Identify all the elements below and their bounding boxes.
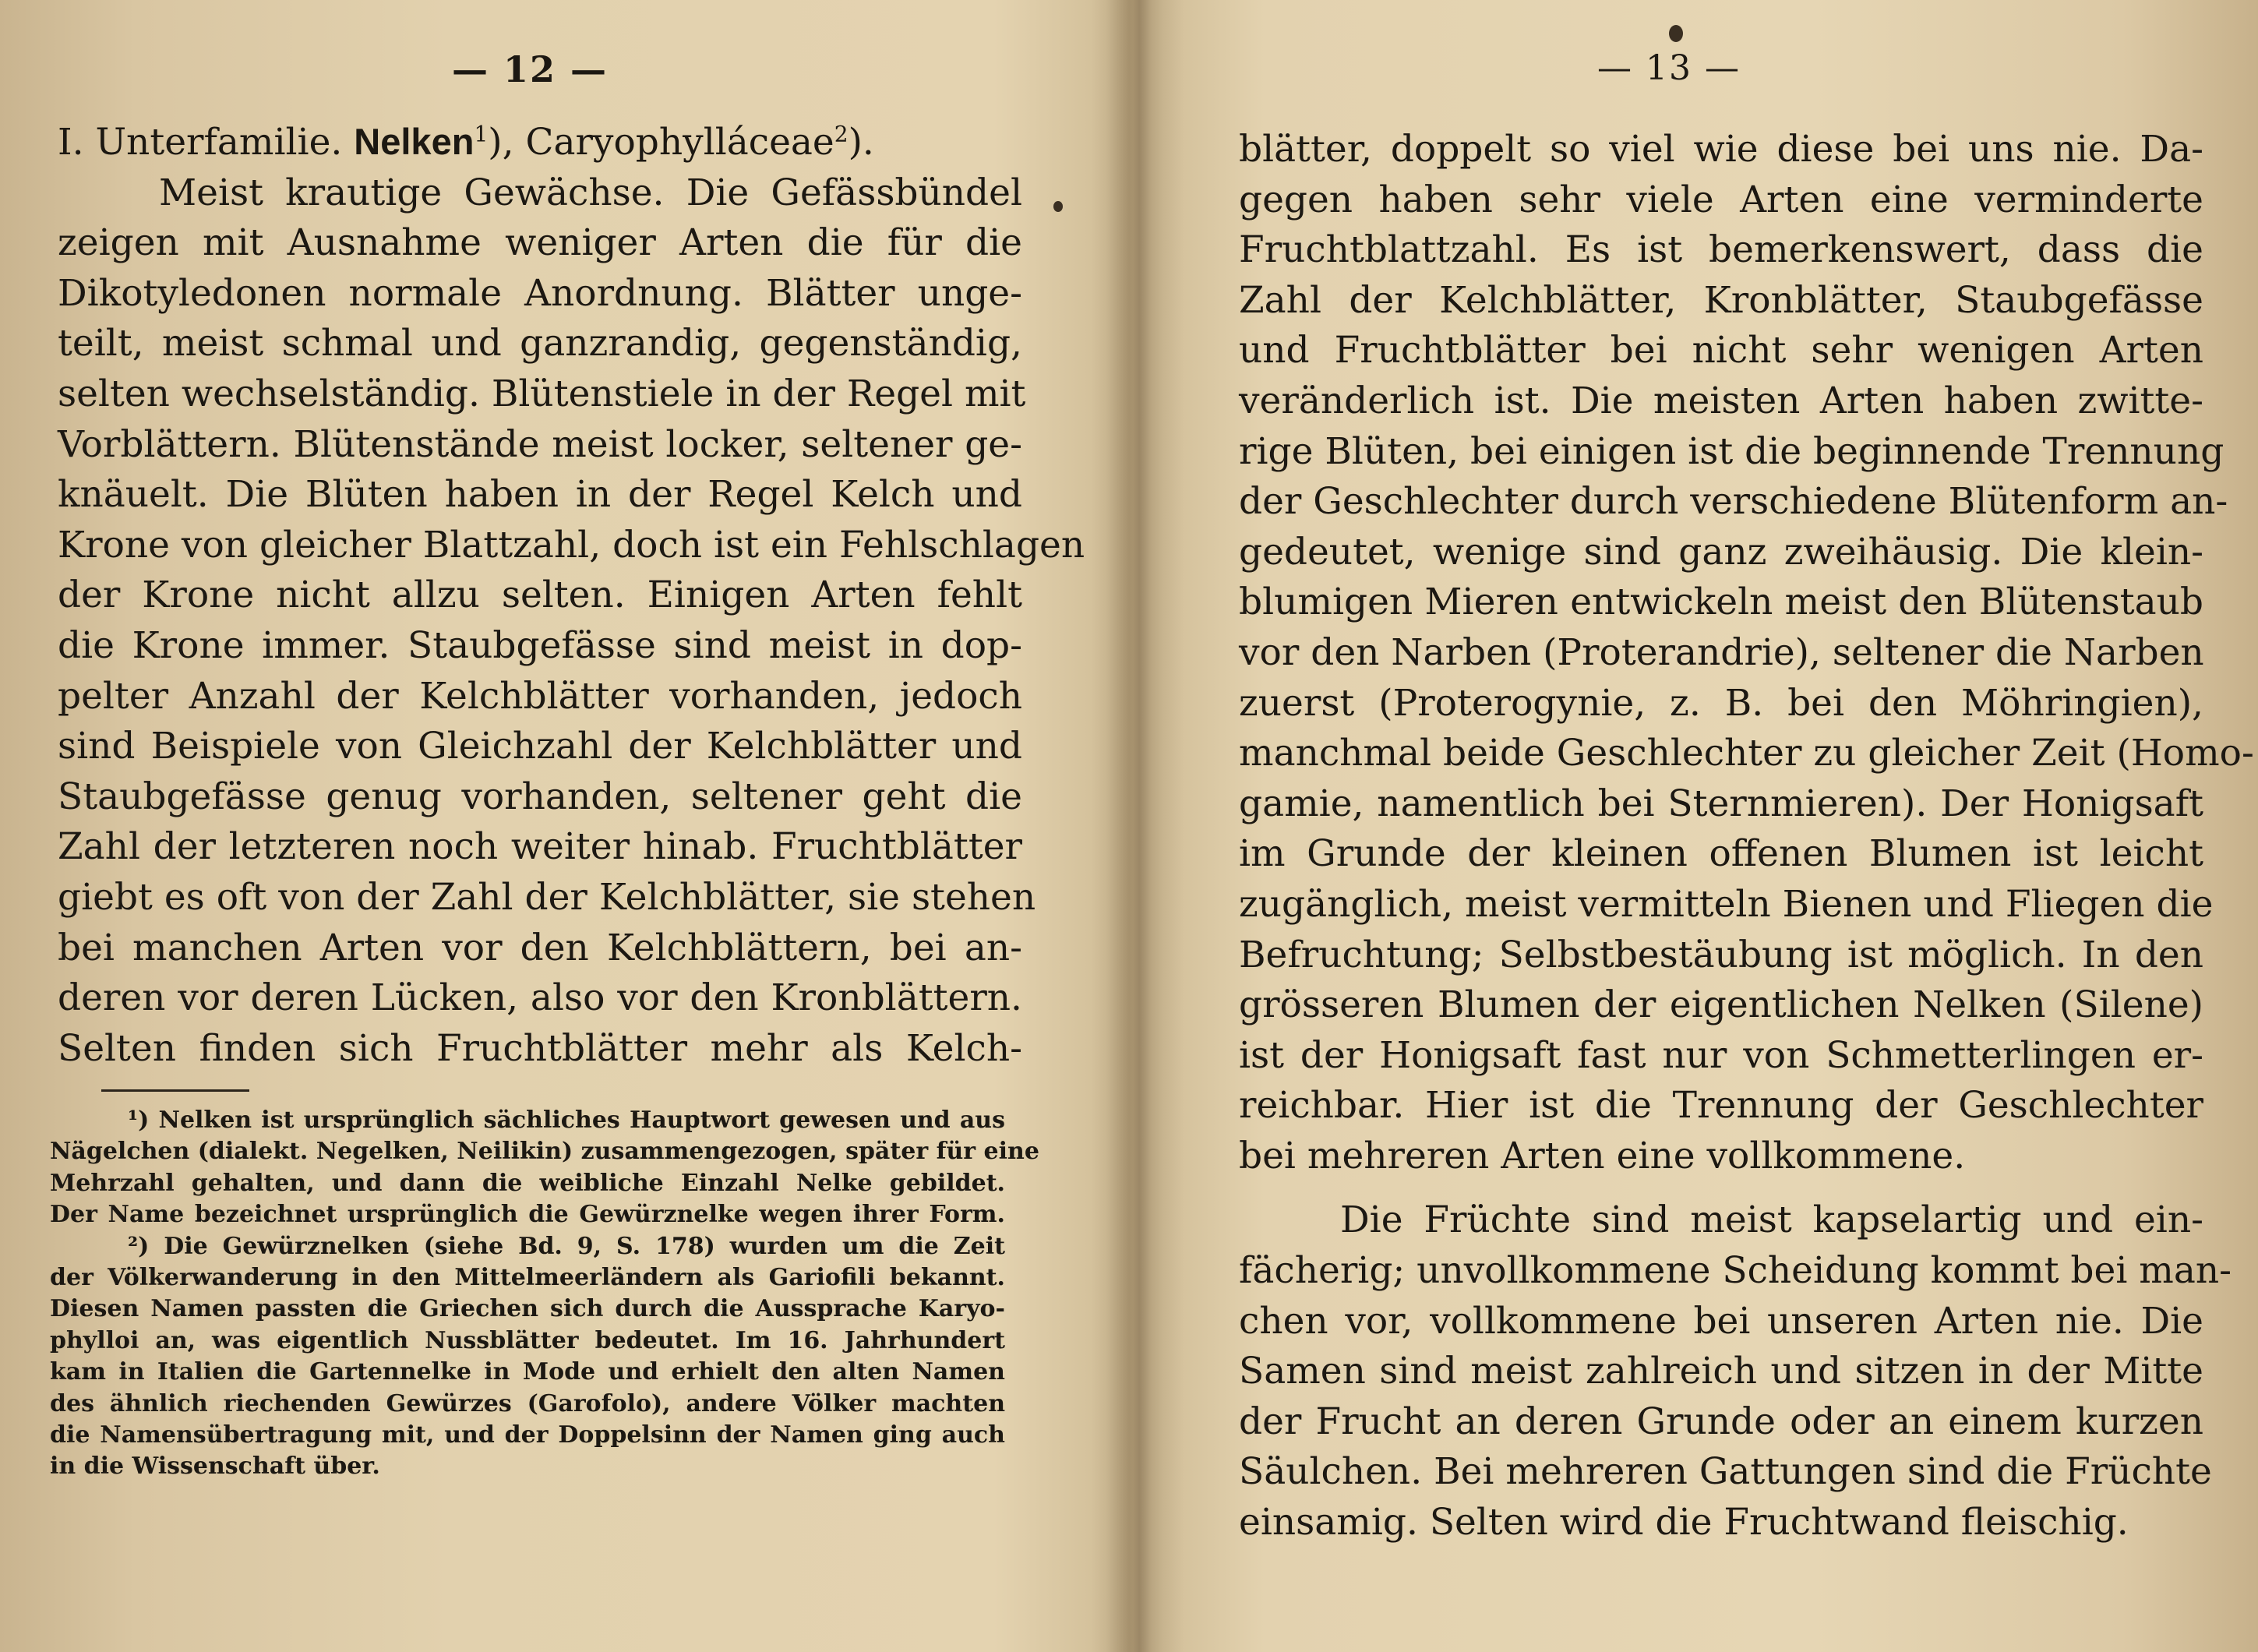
footnote-line: Diesen Namen passten die Griechen sich durch die Aussprache Karyo-: [50, 1295, 1005, 1323]
heading-prefix: I. Unterfamilie.: [58, 121, 343, 164]
footnote-line: Mehrzahl gehalten, und dann die weibliche Einzahl Nelke gebildet.: [50, 1169, 1005, 1197]
text-line: Selten finden sich Fruchtblätter mehr als Kelch-: [58, 1026, 1022, 1070]
text-line: und Fruchtblätter bei nicht sehr wenigen Arten: [1239, 329, 2203, 372]
text-line: Fruchtblattzahl. Es ist bemerkenswert, dass die: [1239, 228, 2203, 272]
heading-latin-name: ), Caryophylláceae: [488, 121, 834, 164]
page-number-left: — 12 —: [452, 48, 609, 90]
text-line: der Krone nicht allzu selten. Einigen Arten fehlt: [58, 574, 1022, 617]
text-line: Staubgefässe genug vorhanden, seltener geht die: [58, 775, 1022, 818]
text-line: veränderlich ist. Die meisten Arten haben zwitte-: [1239, 379, 2203, 422]
text-line: ist der Honigsaft fast nur von Schmetterlingen er-: [1239, 1033, 2203, 1077]
text-line: rige Blüten, bei einigen ist die beginnende Trennung: [1239, 429, 2224, 473]
text-line: gamie, namentlich bei Sternmieren). Der Honigsaft: [1239, 782, 2203, 825]
text-line: sind Beispiele von Gleichzahl der Kelchblätter und: [58, 725, 1022, 768]
text-line: knäuelt. Die Blüten haben in der Regel Kelch und: [58, 473, 1022, 517]
text-line: gegen haben sehr viele Arten eine verminderte: [1239, 178, 2203, 221]
right-page-body: [1239, 125, 2254, 1548]
right-page: [1130, 0, 2258, 1652]
text-line: chen vor, vollkommene bei unseren Arten nie. Die: [1239, 1299, 2203, 1343]
text-line: bei manchen Arten vor den Kelchblättern, bei an-: [58, 926, 1022, 969]
footnote-line: kam in Italien die Gartennelke in Mode und erhielt den alten Namen: [50, 1358, 1005, 1386]
footnote-line: Der Name bezeichnet ursprünglich die Gewürznelke wegen ihrer Form.: [50, 1201, 1005, 1229]
footnote-line: ²) Die Gewürznelken (siehe Bd. 9, S. 178) wurden um die Zeit: [128, 1232, 1005, 1260]
text-line: deren vor deren Lücken, also vor den Kronblättern.: [58, 976, 1022, 1020]
footnote-ref-1: 1: [474, 121, 489, 147]
paragraph-gap: [1239, 1181, 2203, 1195]
text-line: teilt, meist schmal und ganzrandig, gegenständig,: [58, 322, 1022, 365]
text-line: der Frucht an deren Grunde oder an einem kurzen: [1239, 1400, 2203, 1443]
footnote-line: in die Wissenschaft über.: [50, 1453, 380, 1481]
text-line: Befruchtung; Selbstbestäubung ist möglich. In den: [1239, 933, 2203, 976]
footnote-rule: [101, 1089, 249, 1092]
heading-family-name: Nelken: [354, 121, 475, 162]
footnotes: [50, 1105, 1039, 1483]
text-line: im Grunde der kleinen offenen Blumen ist leicht: [1239, 832, 2203, 876]
text-line: blätter, doppelt so viel wie diese bei uns nie. Da-: [1239, 128, 2203, 171]
footnote-line: Nägelchen (dialekt. Negelken, Neilikin) zusammengezogen, später für eine: [50, 1138, 1039, 1166]
text-line: Meist krautige Gewächse. Die Gefässbündel: [159, 171, 1022, 214]
text-line: zugänglich, meist vermitteln Bienen und Fliegen die: [1239, 882, 2214, 926]
text-line: vor den Narben (Proterandrie), seltener die Narben: [1239, 630, 2204, 674]
text-line: pelter Anzahl der Kelchblätter vorhanden, jedoch: [58, 674, 1022, 718]
footnote-line: der Völkerwanderung in den Mittelmeerländern als Gariofili bekannt.: [50, 1264, 1005, 1292]
text-line: der Geschlechter durch verschiedene Blütenform an-: [1239, 480, 2228, 524]
text-line: zuerst (Proterogynie, z. B. bei den Möhringien),: [1239, 681, 2203, 725]
text-line: reichbar. Hier ist die Trennung der Geschlechter: [1239, 1084, 2203, 1128]
text-line: Samen sind meist zahlreich und sitzen in der Mitte: [1239, 1350, 2203, 1393]
footnote-ref-2: 2: [834, 121, 849, 147]
page-number-right: — 13 —: [1597, 48, 1741, 88]
heading-end: ).: [848, 121, 874, 164]
text-line: zeigen mit Ausnahme weniger Arten die für die: [58, 221, 1022, 265]
text-line: manchmal beide Geschlechter zu gleicher Zeit (Homo-: [1239, 732, 2254, 775]
ink-spot: [1053, 201, 1063, 212]
text-line: Zahl der Kelchblätter, Kronblätter, Staubgefässe: [1239, 278, 2203, 322]
text-line: selten wechselständig. Blütenstiele in der Regel mit: [58, 372, 1026, 415]
text-line: gedeutet, wenige sind ganz zweihäusig. Die klein-: [1239, 530, 2203, 574]
left-page-body: [58, 117, 1085, 1074]
section-heading: [58, 117, 1022, 168]
text-line: die Krone immer. Staubgefässe sind meist in dop-: [58, 623, 1022, 667]
text-line: Die Früchte sind meist kapselartig und ein-: [1340, 1198, 2203, 1242]
text-line: Zahl der letzteren noch weiter hinab. Fruchtblätter: [58, 825, 1022, 869]
text-line: giebt es oft von der Zahl der Kelchblätter, sie stehen: [58, 875, 1036, 919]
footnote-line: des ähnlich riechenden Gewürzes (Garofolo), andere Völker machten: [50, 1389, 1005, 1417]
text-line: Krone von gleicher Blattzahl, doch ist ein Fehlschlagen: [58, 523, 1085, 567]
text-line: fächerig; unvollkommene Scheidung kommt bei man-: [1239, 1249, 2232, 1293]
footnote-line: die Namensübertragung mit, und der Doppelsinn der Namen ging auch: [50, 1421, 1005, 1449]
text-line: grösseren Blumen der eigentlichen Nelken (Silene): [1239, 983, 2203, 1027]
text-line: Vorblättern. Blütenstände meist locker, seltener ge-: [58, 422, 1022, 466]
ink-spot: [1669, 25, 1683, 42]
text-line: bei mehreren Arten eine vollkommene.: [1239, 1134, 1966, 1177]
footnote-line: ¹) Nelken ist ursprünglich sächliches Hauptwort gewesen und aus: [128, 1107, 1005, 1134]
text-line: einsamig. Selten wird die Fruchtwand fleischig.: [1239, 1501, 2129, 1544]
text-line: blumigen Mieren entwickeln meist den Blütenstaub: [1239, 581, 2203, 624]
footnote-line: phylloi an, was eigentlich Nussblätter bedeutet. Im 16. Jahrhundert: [50, 1326, 1005, 1354]
text-line: Dikotyledonen normale Anordnung. Blätter unge-: [58, 271, 1022, 315]
text-line: Säulchen. Bei mehreren Gattungen sind die Früchte: [1239, 1450, 2212, 1494]
